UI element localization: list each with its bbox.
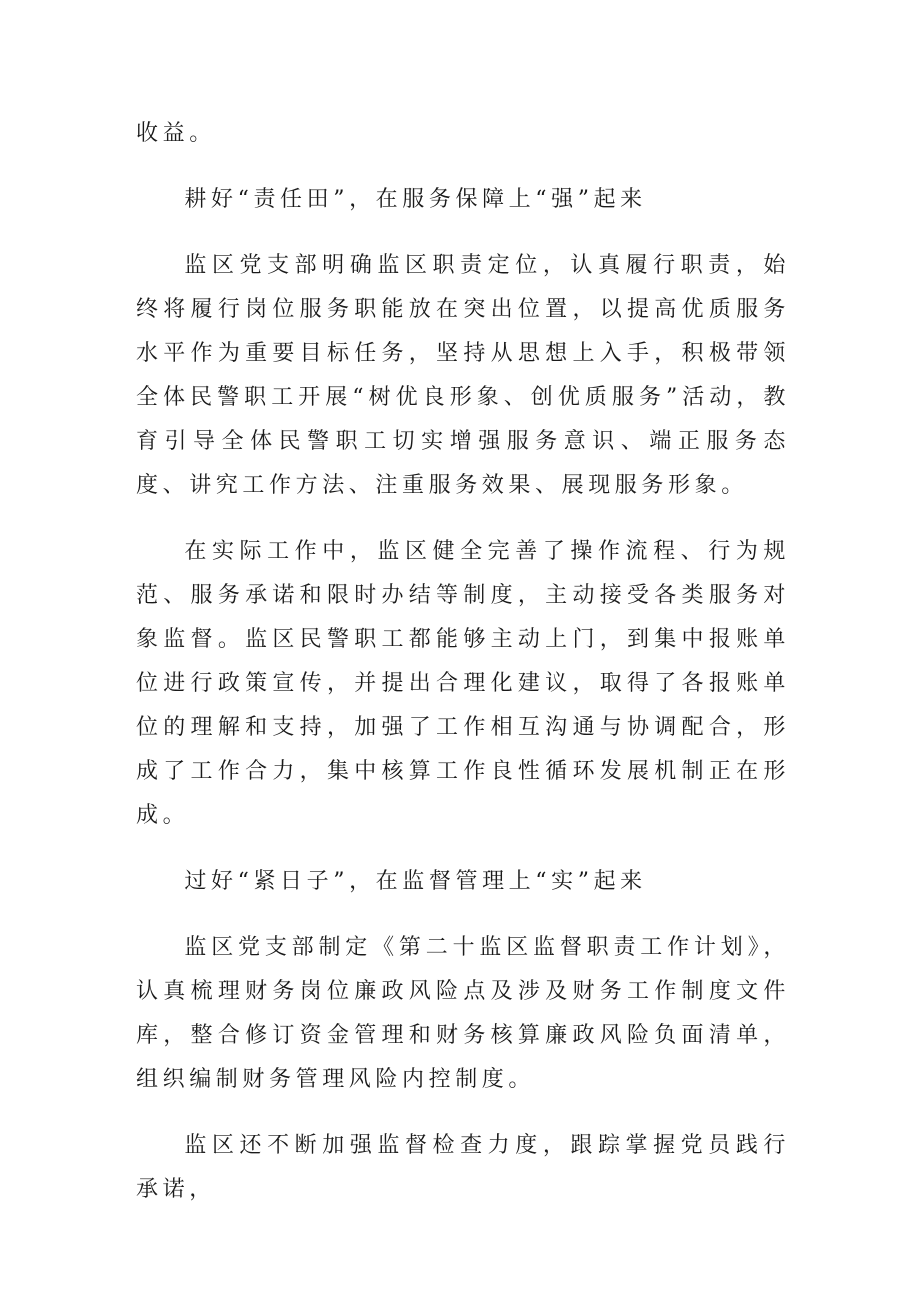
section-heading-1: 耕好“责任田”，在服务保障上“强”起来 <box>184 187 647 212</box>
paragraph-2: 在实际工作中，监区健全完善了操作流程、行为规范、服务承诺和限时办结等制度，主动接受各类服务对象监督。监区民警职工都能够主动上门，到集中报账单位进行政策宣传，并提出合理化建议，取得了各报账单位的理解和支持，加强了工作相互沟通与协调配合，形成了工作合力，集中核算工作良性循环发展机制正在形成。 <box>136 539 790 828</box>
document-page <box>136 112 790 1212</box>
paragraph-gap <box>136 838 790 860</box>
paragraph-gap <box>136 904 790 926</box>
paragraph-3: 监区党支部制定《第二十监区监督职责工作计划》，认真梳理财务岗位廉政风险点及涉及财务工作制度文件库，整合修订资金管理和财务核算廉政风险负面清单，组织编制财务管理风险内控制度。 <box>136 935 790 1092</box>
paragraph-gap <box>136 1102 790 1124</box>
section-heading-2: 过好“紧日子”，在监督管理上“实”起来 <box>184 869 647 894</box>
paragraph-gap <box>136 156 790 178</box>
paragraph-1: 监区党支部明确监区职责定位，认真履行职责，始终将履行岗位服务职能放在突出位置，以提高优质服务水平作为重要目标任务，坚持从思想上入手，积极带领全体民警职工开展“树优良形象、创优质服务”活动，教育引导全体民警职工切实增强服务意识、端正服务态度、讲究工作方法、注重服务效果、展现服务形象。 <box>136 253 790 498</box>
paragraph-4: 监区还不断加强监督检查力度，跟踪掌握党员践行承诺， <box>136 1133 790 1202</box>
paragraph-gap <box>136 508 790 530</box>
paragraph-gap <box>136 222 790 244</box>
paragraph-continuation: 收益。 <box>136 121 216 146</box>
